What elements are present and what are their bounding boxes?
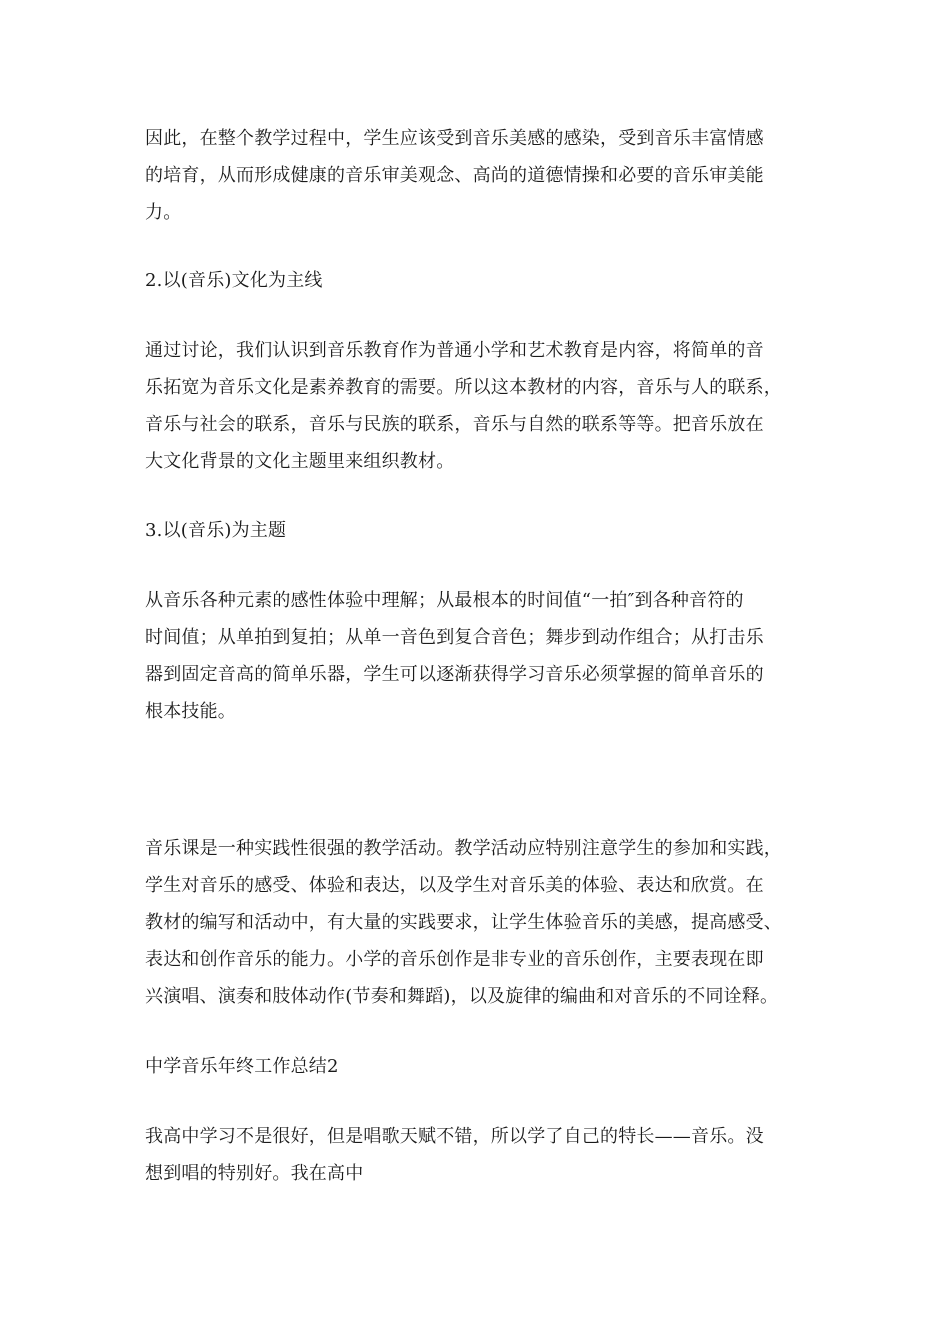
text-line: 根本技能。	[145, 701, 236, 722]
heading-summary-2	[145, 1048, 339, 1085]
text-line: 教材的编写和活动中，有大量的实践要求，让学生体验音乐的美感，提高感受、	[145, 912, 782, 933]
text-line: 从音乐各种元素的感性体验中理解；从最根本的时间值“一拍″到各种音符的	[145, 590, 744, 611]
text-line: 表达和创作音乐的能力。小学的音乐创作是非专业的音乐创作，主要表现在即	[145, 949, 764, 970]
text-line: 大文化背景的文化主题里来组织教材。	[145, 451, 455, 472]
text-line: 2.以(音乐)文化为主线	[145, 270, 323, 291]
text-line: 兴演唱、演奏和肢体动作(节奏和舞蹈)，以及旋律的编曲和对音乐的不同诠释。	[145, 986, 779, 1007]
text-line: 因此，在整个教学过程中，学生应该受到音乐美感的感染，受到音乐丰富情感	[145, 128, 764, 149]
text-line: 器到固定音高的简单乐器，学生可以逐渐获得学习音乐必须掌握的简单音乐的	[145, 664, 764, 685]
text-line: 中学音乐年终工作总结2	[145, 1056, 339, 1077]
heading-music-theme	[145, 512, 286, 549]
text-line: 音乐课是一种实践性很强的教学活动。教学活动应特别注意学生的参加和实践，	[145, 838, 782, 859]
text-line: 音乐与社会的联系，音乐与民族的联系，音乐与自然的联系等等。把音乐放在	[145, 414, 764, 435]
text-line: 乐拓宽为音乐文化是素养教育的需要。所以这本教材的内容，音乐与人的联系，	[145, 377, 782, 398]
paragraph-music-elements	[145, 582, 764, 730]
text-line: 力。	[145, 202, 182, 223]
text-line: 想到唱的特别好。我在高中	[145, 1163, 364, 1184]
paragraph-music-culture	[145, 332, 782, 480]
text-line: 3.以(音乐)为主题	[145, 520, 287, 541]
text-line: 通过讨论，我们认识到音乐教育作为普通小学和艺术教育是内容，将简单的音	[145, 340, 764, 361]
paragraph-personal-story	[145, 1118, 764, 1192]
text-line: 学生对音乐的感受、体验和表达，以及学生对音乐美的体验、表达和欣赏。在	[145, 875, 764, 896]
text-line: 时间值；从单拍到复拍；从单一音色到复合音色；舞步到动作组合；从打击乐	[145, 627, 764, 648]
text-line: 的培育，从而形成健康的音乐审美观念、高尚的道德情操和必要的音乐审美能	[145, 165, 764, 186]
heading-culture-mainline	[145, 262, 323, 299]
paragraph-practice-activity	[145, 830, 782, 1015]
paragraph-aesthetic-education	[145, 120, 764, 231]
text-line: 我高中学习不是很好，但是唱歌天赋不错，所以学了自己的特长——音乐。没	[145, 1126, 764, 1147]
